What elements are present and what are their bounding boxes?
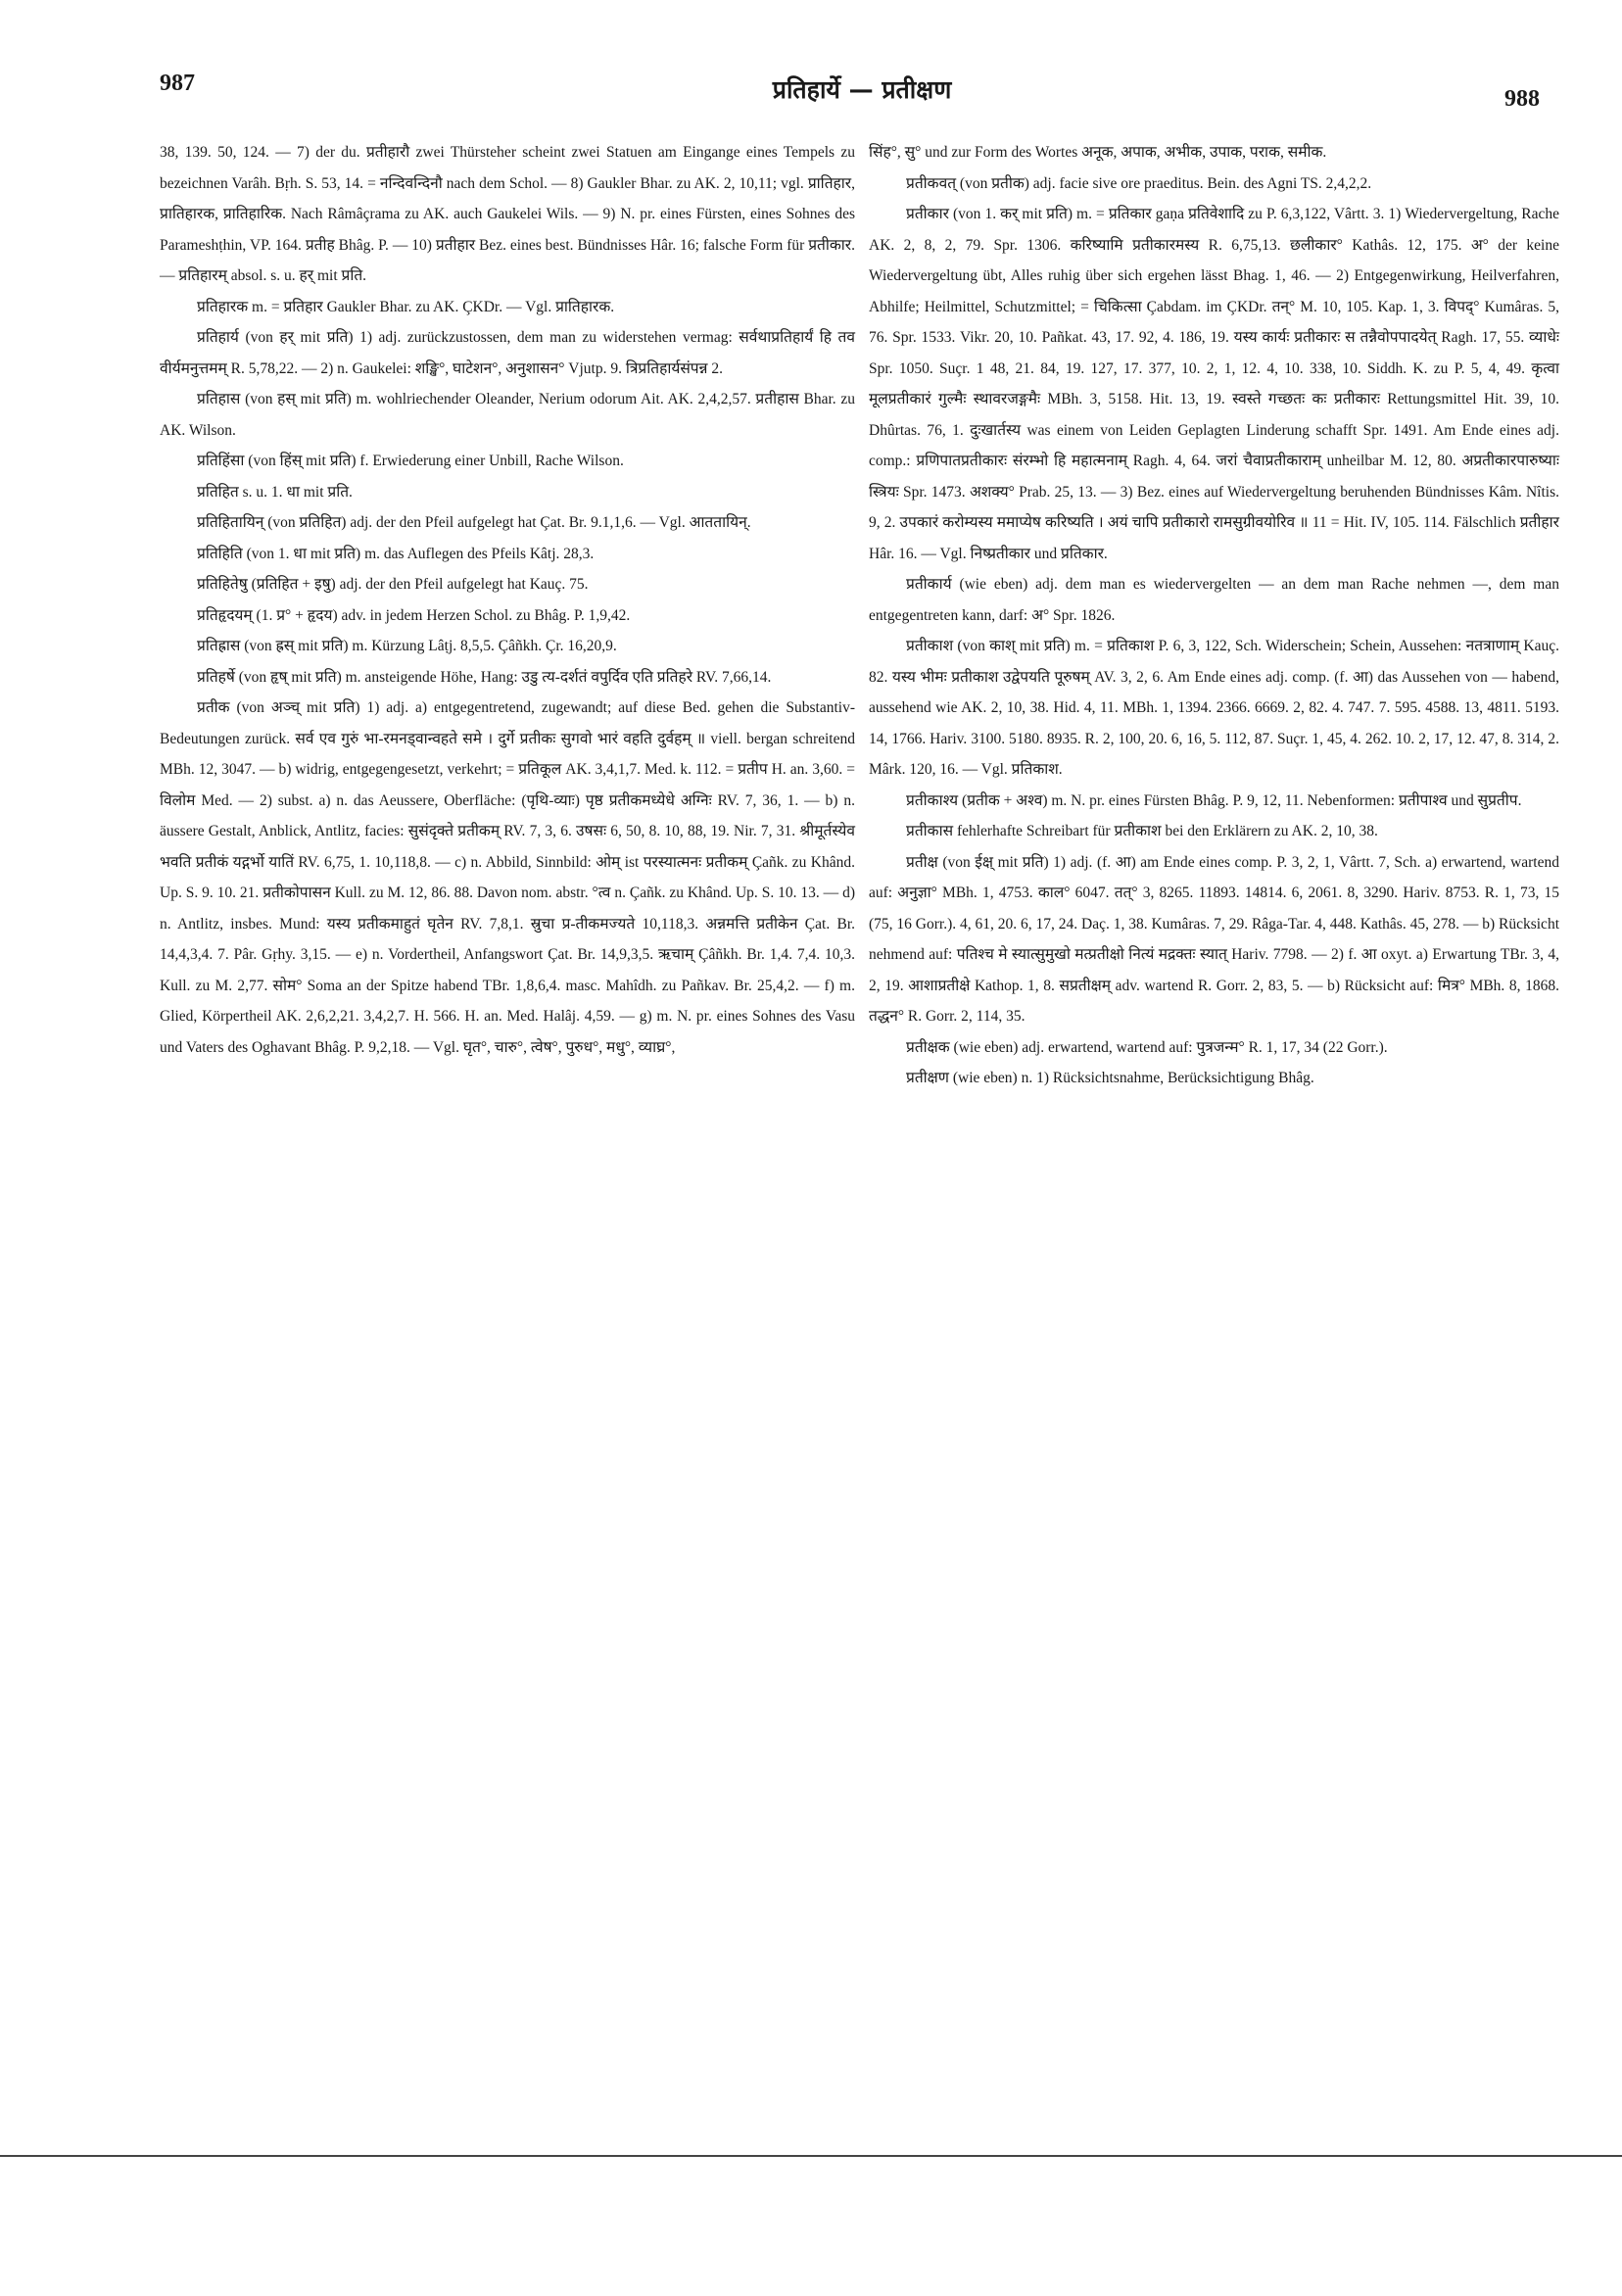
dictionary-entry: प्रतिहिंसा (von हिंस् mit प्रति) f. Erwiederung einer Unbill, Rache Wilson. (197, 453, 624, 469)
dictionary-entry: प्रतीक (von अञ्च् mit प्रति) 1) adj. a) entgegentretend, zugewandt; auf diese Bed. gehen die Substantiv-Bedeutungen zurück. सर्व एव गुरुं भा-रमनड्वान्वहते समे । दुर्गे प्रतीकः सुगवो भारं वहति दुर्वहम् ॥ viell. bergan schreitend MBh. 12, 3047. — b) widrig, entgegengesetzt, verkehrt; = प्रतिकूल AK. 3,4,1,7. Med. k. 112. = प्रतीप H. an. 3,60. = विलोम Med. — 2) subst. a) n. das Aeussere, Oberfläche: (पृथि-व्याः) पृष्ठ प्रतीकमध्येधे अग्निः RV. 7, 36, 1. — b) n. äussere Gestalt, Anblick, Antlitz, facies: सुसंदृक्ते प्रतीकम् RV. 7, 3, 6. उषसः 6, 50, 8. 10, 88, 19. Nir. 7, 31. श्रीमूर्तस्येव भवति प्रतीकं यद्गर्भो यातिं RV. 6,75, 1. 10,118,8. — c) n. Abbild, Sinnbild: ओम् ist परस्यात्मनः प्रतीकम् Çañk. zu Khând. Up. S. 9. 10. 21. प्रतीकोपासन Kull. zu M. 12, 86. 88. Davon nom. abstr. °त्व n. Çañk. zu Khând. Up. S. 10. 13. — d) n. Antlitz, insbes. Mund: यस्य प्रतीकमाहुतं घृतेन RV. 7,8,1. स्रुचा प्र-तीकमज्यते 10,118,3. अन्नमत्ति प्रतीकेन Çat. Br. 14,4,3,4. 7. Pâr. Gṛhy. 3,15. — e) n. Vordertheil, Anfangswort Çat. Br. 14,9,3,5. ऋचाम् Çâñkh. Br. 1,4. 7,4. 10,3. Kull. zu M. 2,77. सोम° Soma an der Spitze habend TBr. 1,8,6,4. masc. Mahîdh. zu Pañkav. Br. 25,4,2. — f) m. Glied, Körpertheil AK. 2,6,2,21. 3,4,2,7. H. 566. H. an. Med. Halâj. 4,59. — g) m. N. pr. eines Sohnes des Vasu und Vaters des Oghavant Bhâg. P. 9,2,18. — Vgl. घृत°, चारु°, त्वेष°, पुरुध°, मधु°, व्याघ्र°, (160, 699, 855, 1056)
dictionary-entry: प्रतिह्रास (von ह्रस् mit प्रति) m. Kürzung Lâṭj. 8,5,5. Çâñkh. Çr. 16,20,9. (197, 638, 617, 654)
dictionary-entry: प्रतीक्षण (wie eben) n. 1) Rücksichtsnahme, Berücksichtigung Bhâg. (906, 1070, 1314, 1086)
dictionary-entry: प्रतिहितेषु (प्रतिहित + इषु) adj. der den Pfeil aufgelegt hat Kauç. 75. (197, 576, 589, 593)
dictionary-entry: प्रतिहित s. u. 1. धा mit प्रति. (197, 483, 353, 501)
dictionary-entry: प्रतिहर्षे (von हृष् mit प्रति) m. ansteigende Höhe, Hang: उडु त्य-दर्शतं वपुर्दिव एति प्रतिहरे RV. 7,66,14. (197, 668, 772, 686)
left-column (160, 137, 855, 1063)
page-number-left: 987 (160, 71, 195, 96)
page-number-right: 988 (1504, 86, 1540, 112)
dictionary-entry: प्रतिहारक m. = प्रतिहार Gaukler Bhar. zu AK. ÇKDr. — Vgl. प्रातिहारक. (197, 298, 615, 315)
dictionary-entry: सिंह°, सु° und zur Form des Wortes अनूक, अपाक, अभीक, उपाक, पराक, समीक. (869, 144, 1327, 161)
dictionary-entry: प्रतिहितायिन् (von प्रतिहित) adj. der den Pfeil aufgelegt hat Çat. Br. 9.1,1,6. — Vgl. आततायिन्. (197, 514, 751, 531)
dictionary-entry: प्रतीक्ष (von ईक्ष् mit प्रति) 1) adj. (f. आ) am Ende eines comp. P. 3, 2, 1, Vârtt. 7, Sch. a) erwartend, wartend auf: अनुज्ञा° MBh. 1, 4753. काल° 6047. तत्° 3, 8265. 11893. 14814. 6, 2061. 8, 3290. Hariv. 8753. R. 1, 73, 15 (75, 16 Gorr.). 4, 61, 20. 6, 17, 24. Daç. 1, 38. Kumâras. 7, 29. Râga-Tar. 4, 448. Kathâs. 45, 278. — b) Rücksicht nehmend auf: पतिश्च मे स्यात्सुमुखो मत्प्रतीक्षो नित्यं मद्रक्तः स्यात् Hariv. 7798. — 2) f. आ oxyt. a) Erwartung TBr. 3, 4, 2, 19. आशाप्रतीक्षे Kathop. 1, 8. सप्रतीक्षम् adv. wartend R. Gorr. 2, 83, 5. — b) Rücksicht auf: मित्र° MBh. 8, 1868. तद्धन° R. Gorr. 2, 114, 35. (869, 853, 1559, 1025)
dictionary-entry: प्रतीकार्य (wie eben) adj. dem man es wiedervergelten — an dem man Rache nehmen —, dem man entgegentreten kann, darf: अ° Spr. 1826. (869, 576, 1559, 624)
dictionary-entry: प्रतीकवत् (von प्रतीक) adj. facie sive ore praeditus. Bein. des Agni TS. 2,4,2,2. (906, 174, 1372, 192)
dictionary-entry: प्रतीकार (von 1. कर् mit प्रति) m. = प्रतिकार gaṇa प्रतिवेशादि zu P. 6,3,122, Vârtt. 3. 1) Wiedervergeltung, Rache AK. 2, 8, 2, 79. Spr. 1306. करिष्यामि प्रतीकारमस्य R. 6,75,13. छलीकार° Kathâs. 12, 175. अ° der keine Wiedervergeltung übt, Alles ruhig über sich ergehen lässt Bhag. 1, 46. — 2) Entgegenwirkung, Heilverfahren, Abhilfe; Heilmittel, Schutzmittel; = चिकित्सा Çabdam. im ÇKDr. तन्° M. 10, 105. Kap. 1, 3. विपद्° Kumâras. 5, 76. Spr. 1533. Vikr. 20, 10. Pañkat. 43, 17. 92, 4. 186, 19. यस्य कार्यः प्रतीकारः स तन्नैवोपपादयेत् Ragh. 17, 55. व्याधेः Spr. 1050. Suçr. 1 48, 21. 84, 19. 127, 17. 377, 10. 2, 1, 12. 4, 10. 338, 10. Siddh. K. zu P. 5, 4, 49. कृत्वा मूलप्रतीकारं गुल्मैः स्थावरजङ्गमैः MBh. 3, 5158. Hit. 13, 19. स्वस्ते गच्छतः कः प्रतीकारः Rettungsmittel Hit. 39, 10. Dhûrtas. 76, 1. दुःखार्तस्य was einem von Leiden Geplagten Linderung schafft Spr. 1491. Am Ende eines adj. comp.: प्रणिपातप्रतीकारः संरम्भो हि महात्मनाम् Ragh. 4, 64. जरां चैवाप्रतीकाराम् unheilbar M. 12, 80. अप्रतीकारपारुष्याः स्त्रियः Spr. 1473. अशक्य° Prab. 25, 13. — 3) Bez. eines auf Wiedervergeltung beruhenden Bündnisses Kâm. Nîtis. 9, 2. उपकारं करोम्यस्य ममाप्येष करिष्यति । अयं चापि प्रतीकारो रामसुग्रीवयोरिव ॥ 11 = Hit. IV, 105. 114. Fälschlich प्रतीहार Hâr. 16. — Vgl. निष्प्रतीकार und प्रतिकार. (869, 206, 1559, 562)
dictionary-entry: प्रतिहृदयम् (1. प्र° + हृदय) adv. in jedem Herzen Schol. zu Bhâg. P. 1,9,42. (197, 606, 631, 624)
dictionary-entry: प्रतीकाश (von काश् mit प्रति) m. = प्रतिकाश P. 6, 3, 122, Sch. Widerschein; Schein, Aussehen: नतत्राणाम् Kauç. 82. यस्य भीमः प्रतीकाश उद्वेपयति पूरुषम् AV. 3, 2, 6. Am Ende eines adj. comp. (f. आ) das Aussehen von — habend, aussehend wie AK. 2, 10, 38. Hid. 4, 11. MBh. 1, 1394. 2366. 6669. 2, 82. 4. 747. 7. 595. 4588. 13, 4811. 5193. 14, 1766. Hariv. 3100. 5180. 8935. R. 2, 100, 20. 6, 16, 5. 112, 87. Suçr. 1, 45, 4. 262. 10. 2, 17, 12. 47, 8. 314, 2. Mârk. 120, 16. — Vgl. प्रतिकाश. (869, 638, 1559, 778)
running-title: प्रतिहार्ये — प्रतीक्षण (772, 75, 952, 104)
dictionary-entry: 38, 139. 50, 124. — 7) der du. प्रतीहारौ zwei Thürsteher scheint zwei Statuen am Eingange eines Tempels zu bezeichnen Varâh. Bṛh. S. 53, 14. = नन्दिवन्दिनौ nach dem Schol. — 8) Gaukler Bhar. zu AK. 2, 10,11; vgl. प्रातिहार, प्रातिहारक, प्रातिहारिक. Nach Râmâçrama zu AK. auch Gaukelei Wils. — 9) N. pr. eines Fürsten, eines Sohnes des Parameshṭhin, VP. 164. प्रतीह Bhâg. P. — 10) प्रतीहार Bez. eines best. Bündnisses Hâr. 16; falsche Form für प्रतीकार. — प्रतिहारम् absol. s. u. हर् mit प्रति. (160, 144, 855, 284)
dictionary-entry: प्रतिहार्य (von हर् mit प्रति) 1) adj. zurückzustossen, dem man zu widerstehen vermag: सर्वथाप्रतिहार्यं हि तव वीर्यमनुत्तमम् R. 5,78,22. — 2) n. Gaukelei: शङ्खि°, घाटेशन°, अनुशासन° Vjutp. 9. त्रिप्रतिहार्यसंपन्न 2. (160, 329, 855, 377)
right-column (869, 137, 1559, 1094)
dictionary-entry: प्रतिहास (von हस् mit प्रति) m. wohlriechender Oleander, Nerium odorum Ait. AK. 2,4,2,57. प्रतीहास Bhar. zu AK. Wilson. (160, 391, 855, 439)
dictionary-entry: प्रतीक्षक (wie eben) adj. erwartend, wartend auf: पुत्रजन्म° R. 1, 17, 34 (22 Gorr.). (906, 1038, 1388, 1056)
footer-rule (0, 2155, 1622, 2157)
dictionary-entry: प्रतीकास fehlerhafte Schreibart für प्रतीकाश bei den Erklärern zu AK. 2, 10, 38. (906, 823, 1378, 839)
dictionary-entry: प्रतिहिति (von 1. धा mit प्रति) m. das Auflegen des Pfeils Kâtj. 28,3. (197, 545, 595, 562)
dictionary-entry: प्रतीकाश्य (प्रतीक + अश्व) m. N. pr. eines Fürsten Bhâg. P. 9, 12, 11. Nebenformen: प्रतीपाश्व und सुप्रतीप. (906, 791, 1522, 809)
